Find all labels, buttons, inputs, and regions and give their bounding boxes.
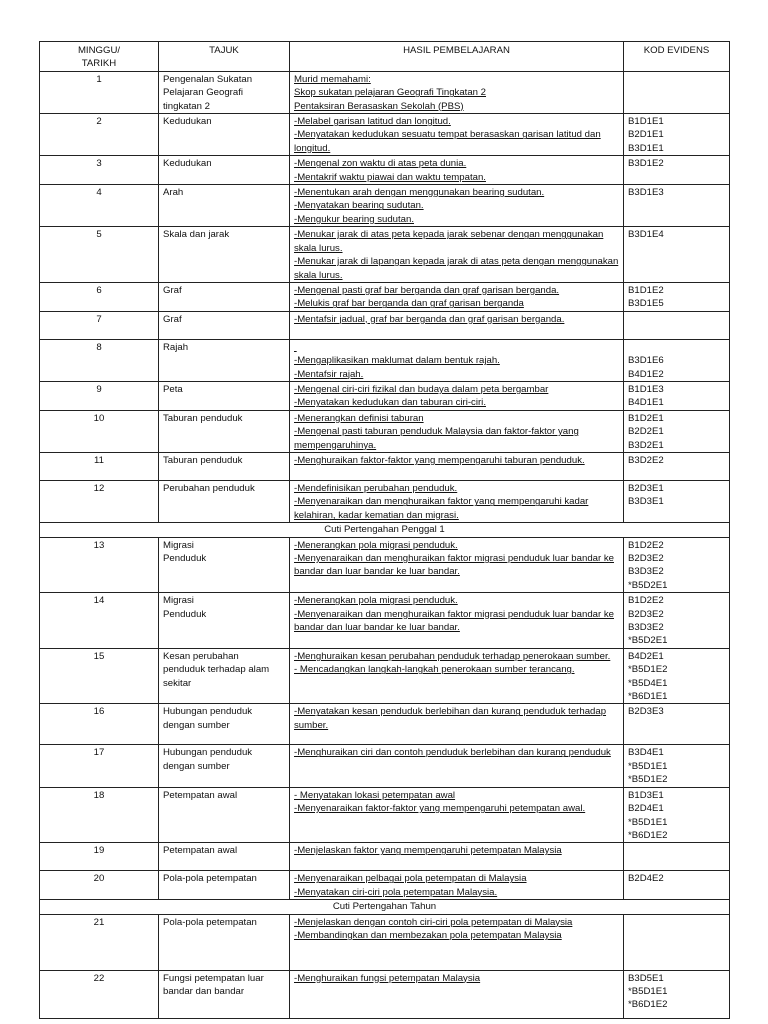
learning-outcome-line: -Menjelaskan faktor yang mempengaruhi petempatan Malaysia: [294, 845, 562, 857]
learning-outcome-cell: [290, 311, 624, 339]
evidence-code-cell: [624, 156, 730, 185]
evidence-code-line: B2D2E1: [628, 426, 664, 438]
week-number: 12: [40, 480, 159, 522]
topic-line: Perubahan penduduk: [163, 482, 255, 494]
evidence-code-cell: [624, 648, 730, 704]
learning-outcome-line: -Menyatakan bearing sudutan.: [294, 200, 424, 212]
learning-outcome-line: -Mengenal zon waktu di atas peta dunia.: [294, 158, 467, 170]
evidence-code-line: B3D2E2: [628, 454, 664, 466]
evidence-code-line: B1D1E3: [628, 383, 664, 395]
learning-outcome-line: -Menyatakan kedudukan sesuatu tempat berasaskan garisan latitud dan longitud.: [294, 129, 601, 154]
topic-cell: [159, 704, 290, 745]
learning-outcome-line: -Menukar jarak di lapangan kepada jarak di atas peta dengan menggunakan skala lurus.: [294, 256, 619, 281]
topic-cell: [159, 843, 290, 871]
table-header-row: [40, 42, 730, 72]
topic-line: Hubungan penduduk: [163, 747, 253, 759]
table-row: [40, 452, 730, 480]
topic-line: Pelajaran Geografi: [163, 87, 243, 99]
topic-line: Peta: [163, 383, 183, 395]
evidence-code-line: B1D2E1: [628, 412, 664, 424]
topic-cell: [159, 914, 290, 970]
topic-cell: [159, 648, 290, 704]
topic-line: Graf: [163, 284, 182, 296]
table-row: [40, 381, 730, 410]
learning-outcome-line: -Mengenal pasti graf bar berganda dan graf garisan berganda.: [294, 284, 560, 296]
week-number: 7: [40, 311, 159, 339]
topic-cell: [159, 537, 290, 593]
holiday-break-row: [40, 523, 730, 537]
evidence-code-line: *B6D1E1: [628, 691, 668, 703]
evidence-code-line: *B5D4E1: [628, 677, 668, 689]
week-number: 14: [40, 593, 159, 649]
evidence-code-cell: [624, 970, 730, 1018]
learning-outcome-cell: [290, 339, 624, 381]
learning-outcome-cell: [290, 537, 624, 593]
learning-outcome-cell: [290, 480, 624, 522]
learning-outcome-line: -Mentafsir jadual, graf bar berganda dan graf garisan berganda.: [294, 313, 565, 325]
learning-outcome-line: -Menyenaraikan pelbagai pola petempatan di Malaysia: [294, 873, 527, 885]
holiday-break-row: [40, 900, 730, 914]
learning-outcome-line: -Menyenaraikan dan menghuraikan faktor migrasi penduduk luar bandar ke bandar dan luar bandar ke luar bandar.: [294, 608, 614, 634]
evidence-code-cell: [624, 745, 730, 787]
learning-outcome-line: -Menyenaraikan dan menghuraikan faktor yang mempengaruhi kadar kelahiran, kadar kematian dan migrasi.: [294, 496, 589, 521]
evidence-code-line: B3D3E1: [628, 496, 664, 508]
evidence-code-cell: [624, 381, 730, 410]
topic-cell: [159, 71, 290, 113]
table-row: [40, 648, 730, 704]
week-number: 11: [40, 452, 159, 480]
evidence-code-line: B3D5E1: [628, 972, 664, 984]
topic-line: dengan sumber: [163, 760, 230, 772]
learning-outcome-line: Pentaksiran Berasaskan Sekolah (PBS): [294, 100, 464, 112]
evidence-code-cell: [624, 452, 730, 480]
learning-outcome-line: -Mendefinisikan perubahan penduduk.: [294, 482, 458, 494]
topic-line: Taburan penduduk: [163, 454, 243, 466]
evidence-code-cell: [624, 185, 730, 227]
topic-cell: [159, 227, 290, 283]
learning-outcome-cell: [290, 156, 624, 185]
learning-outcome-line: -Membandingkan dan membezakan pola petempatan Malaysia: [294, 929, 562, 941]
evidence-code-line: *B5D1E1: [628, 985, 668, 997]
topic-line: Migrasi: [163, 539, 194, 551]
topic-line: Pola-pola petempatan: [163, 916, 257, 928]
learning-outcome-line: -Menghuraikan kesan perubahan penduduk terhadap penerokaan sumber.: [294, 650, 611, 662]
learning-outcome-cell: [290, 593, 624, 649]
evidence-code-line: *B6D1E2: [628, 829, 668, 841]
header-kod: KOD EVIDENS: [624, 42, 730, 72]
table-row: [40, 410, 730, 452]
table-row: [40, 593, 730, 649]
evidence-code-line: B4D1E1: [628, 397, 664, 409]
topic-cell: [159, 410, 290, 452]
topic-cell: [159, 311, 290, 339]
evidence-code-line: B3D1E3: [628, 187, 664, 199]
evidence-code-line: B3D1E2: [628, 158, 664, 170]
learning-outcome-cell: [290, 114, 624, 156]
learning-outcome-line: -Menjelaskan dengan contoh ciri-ciri pola petempatan di Malaysia: [294, 916, 573, 928]
table-row: [40, 185, 730, 227]
table-row: [40, 843, 730, 871]
evidence-code-cell: [624, 871, 730, 900]
topic-line: Kedudukan: [163, 158, 212, 170]
evidence-code-line: B1D2E2: [628, 539, 664, 551]
learning-outcome-line: -Menghuraikan ciri dan contoh penduduk berlebihan dan kurang penduduk: [294, 747, 611, 759]
learning-outcome-line: -Menerangkan definisi taburan: [294, 412, 424, 424]
week-number: 17: [40, 745, 159, 787]
evidence-code-line: B2D3E1: [628, 482, 664, 494]
evidence-code-line: B2D3E3: [628, 706, 664, 718]
evidence-code-cell: [624, 593, 730, 649]
topic-line: Hubungan penduduk: [163, 706, 253, 718]
learning-outcome-cell: [290, 227, 624, 283]
learning-outcome-cell: [290, 787, 624, 843]
week-number: 21: [40, 914, 159, 970]
topic-line: Petempatan awal: [163, 789, 238, 801]
week-number: 3: [40, 156, 159, 185]
learning-outcome-cell: [290, 452, 624, 480]
week-number: 4: [40, 185, 159, 227]
evidence-code-line: *B5D2E1: [628, 579, 668, 591]
learning-outcome-line: -Mentafsir rajah.: [294, 368, 364, 380]
week-number: 19: [40, 843, 159, 871]
table-body: [40, 71, 730, 1018]
learning-outcome-line: -Menerangkan pola migrasi penduduk.: [294, 539, 458, 551]
learning-outcome-line: -Mengaplikasikan maklumat dalam bentuk rajah.: [294, 355, 500, 367]
evidence-code-line: B3D1E5: [628, 298, 664, 310]
learning-outcome-line: -Melabel garisan latitud dan longitud.: [294, 116, 451, 128]
week-number: 13: [40, 537, 159, 593]
week-number: 18: [40, 787, 159, 843]
week-number: 20: [40, 871, 159, 900]
evidence-code-line: B3D1E1: [628, 142, 664, 154]
header-hasil: HASIL PEMBELAJARAN: [290, 42, 624, 72]
evidence-code-cell: [624, 537, 730, 593]
topic-line: Penduduk: [163, 553, 207, 564]
week-number: 10: [40, 410, 159, 452]
evidence-code-line: *B5D1E1: [628, 816, 668, 828]
learning-outcome-line: -Menyatakan kesan penduduk berlebihan dan kurang penduduk terhadap sumber.: [294, 706, 607, 731]
evidence-code-line: B3D1E4: [628, 229, 664, 241]
topic-cell: [159, 871, 290, 900]
topic-cell: [159, 156, 290, 185]
learning-outcome-cell: [290, 914, 624, 970]
learning-outcome-line: -Menyenaraikan faktor-faktor yang mempengaruhi petempatan awal.: [294, 803, 586, 815]
table-row: [40, 311, 730, 339]
week-number: 22: [40, 970, 159, 1018]
learning-outcome-cell: [290, 381, 624, 410]
evidence-code-line: B2D4E1: [628, 803, 664, 815]
learning-outcome-cell: [290, 970, 624, 1018]
week-number: 9: [40, 381, 159, 410]
evidence-code-line: [628, 341, 725, 354]
learning-outcome-line: -Mengukur bearing sudutan.: [294, 213, 414, 225]
evidence-code-cell: [624, 410, 730, 452]
topic-line: Kesan perubahan: [163, 650, 239, 662]
week-number: 8: [40, 339, 159, 381]
evidence-code-line: B4D1E2: [628, 368, 664, 380]
table-row: [40, 480, 730, 522]
topic-line: Arah: [163, 187, 184, 199]
topic-cell: [159, 480, 290, 522]
scheme-of-work-document: [39, 41, 729, 1019]
table-row: [40, 227, 730, 283]
table-row: [40, 71, 730, 113]
topic-line: Rajah: [163, 341, 189, 353]
learning-outcome-line: -Melukis graf bar berganda dan graf garisan berganda: [294, 298, 524, 310]
evidence-code-cell: [624, 71, 730, 113]
evidence-code-line: *B5D1E2: [628, 664, 668, 676]
evidence-code-line: B1D1E1: [628, 116, 664, 128]
lesson-plan-table: [39, 41, 730, 1019]
topic-line: dengan sumber: [163, 719, 230, 731]
evidence-code-cell: [624, 914, 730, 970]
learning-outcome-line: -Menyenaraikan dan menghuraikan faktor migrasi penduduk luar bandar ke bandar dan luar bandar ke luar bandar.: [294, 553, 614, 578]
learning-outcome-line: -Menyatakan ciri-ciri pola petempatan Malaysia.: [294, 886, 498, 898]
header-tajuk: TAJUK: [159, 42, 290, 72]
evidence-code-line: B2D3E2: [628, 553, 664, 564]
learning-outcome-cell: [290, 704, 624, 745]
evidence-code-line: B3D3E2: [628, 622, 664, 634]
evidence-code-cell: [624, 704, 730, 745]
topic-line: Penduduk: [163, 608, 207, 620]
topic-cell: [159, 114, 290, 156]
table-row: [40, 537, 730, 593]
evidence-code-line: B3D2E1: [628, 439, 664, 451]
learning-outcome-line: -Mengenal pasti taburan penduduk Malaysia dan faktor-faktor yang mempengaruhinya.: [294, 426, 579, 451]
table-row: [40, 114, 730, 156]
topic-line: Petempatan awal: [163, 845, 238, 857]
topic-line: Kedudukan: [163, 116, 212, 128]
table-row: [40, 339, 730, 381]
evidence-code-cell: [624, 843, 730, 871]
learning-outcome-line: - Menyatakan lokasi petempatan awal: [294, 789, 456, 801]
evidence-code-cell: [624, 339, 730, 381]
week-number: 1: [40, 71, 159, 113]
week-number: 5: [40, 227, 159, 283]
header-minggu: [40, 42, 159, 72]
week-number: 16: [40, 704, 159, 745]
evidence-code-cell: [624, 114, 730, 156]
topic-line: Graf: [163, 313, 182, 325]
learning-outcome-line: -Menyatakan kedudukan dan taburan ciri-ciri.: [294, 397, 486, 409]
topic-cell: [159, 185, 290, 227]
table-row: [40, 871, 730, 900]
learning-outcome-cell: [290, 648, 624, 704]
learning-outcome-line: -Menerangkan pola migrasi penduduk.: [294, 595, 458, 607]
evidence-code-cell: [624, 311, 730, 339]
evidence-code-line: B3D1E6: [628, 355, 664, 367]
evidence-code-line: B2D3E2: [628, 608, 664, 620]
learning-outcome-cell: [290, 745, 624, 787]
week-number: 15: [40, 648, 159, 704]
evidence-code-line: B2D4E2: [628, 873, 664, 885]
topic-cell: [159, 339, 290, 381]
topic-line: Pola-pola petempatan: [163, 873, 257, 885]
learning-outcome-cell: [290, 410, 624, 452]
topic-cell: [159, 787, 290, 843]
week-number: 2: [40, 114, 159, 156]
evidence-code-line: B3D4E1: [628, 747, 664, 759]
week-number: 6: [40, 282, 159, 311]
topic-line: Fungsi petempatan luar: [163, 972, 264, 984]
table-row: [40, 970, 730, 1018]
evidence-code-cell: [624, 282, 730, 311]
evidence-code-line: *B5D1E1: [628, 760, 668, 772]
evidence-code-cell: [624, 480, 730, 522]
evidence-code-line: B3D3E2: [628, 566, 664, 578]
topic-line: penduduk terhadap alam: [163, 664, 270, 676]
topic-line: sekitar: [163, 677, 192, 689]
topic-line: tingkatan 2: [163, 100, 210, 112]
learning-outcome-line: -Menghuraikan fungsi petempatan Malaysia: [294, 972, 481, 984]
table-row: [40, 156, 730, 185]
learning-outcome-line: Skop sukatan pelajaran Geografi Tingkatan 2: [294, 87, 487, 99]
header-minggu-line2: TARIKH: [81, 58, 117, 70]
topic-line: Pengenalan Sukatan: [163, 73, 253, 85]
evidence-code-cell: [624, 227, 730, 283]
evidence-code-line: B4D2E1: [628, 650, 664, 662]
learning-outcome-cell: [290, 282, 624, 311]
table-row: [40, 787, 730, 843]
learning-outcome-line: -Mentakrif waktu piawai dan waktu tempatan.: [294, 171, 486, 183]
learning-outcome-line: -Menukar jarak di atas peta kepada jarak sebenar dengan menggunakan skala lurus.: [294, 229, 604, 254]
learning-outcome-cell: [290, 71, 624, 113]
evidence-code-cell: [624, 787, 730, 843]
learning-outcome-cell: [290, 185, 624, 227]
topic-line: Migrasi: [163, 595, 194, 607]
topic-line: Skala dan jarak: [163, 229, 230, 241]
holiday-break-label: Cuti Pertengahan Tahun: [40, 900, 730, 914]
evidence-code-line: B1D2E2: [628, 595, 664, 607]
table-row: [40, 282, 730, 311]
evidence-code-line: B1D1E2: [628, 284, 664, 296]
topic-line: Taburan penduduk: [163, 412, 243, 424]
header-minggu-line1: MINGGU/: [77, 45, 121, 56]
table-row: [40, 704, 730, 745]
table-row: [40, 914, 730, 970]
evidence-code-line: B2D1E1: [628, 129, 664, 141]
evidence-code-line: *B5D1E2: [628, 774, 668, 786]
learning-outcome-line: Murid memahami:: [294, 73, 371, 85]
learning-outcome-cell: [290, 843, 624, 871]
topic-cell: [159, 282, 290, 311]
topic-cell: [159, 452, 290, 480]
topic-cell: [159, 593, 290, 649]
table-row: [40, 745, 730, 787]
learning-outcome-cell: [290, 871, 624, 900]
evidence-code-line: B1D3E1: [628, 789, 664, 801]
learning-outcome-line: [294, 341, 619, 354]
topic-cell: [159, 745, 290, 787]
evidence-code-line: *B5D2E1: [628, 635, 668, 647]
topic-cell: [159, 970, 290, 1018]
learning-outcome-line: -Menentukan arah dengan menggunakan bearing sudutan.: [294, 187, 545, 199]
topic-line: bandar dan bandar: [163, 985, 245, 997]
evidence-code-line: *B6D1E2: [628, 999, 668, 1011]
learning-outcome-line: - Mencadangkan langkah-langkah penerokaan sumber terancang.: [294, 664, 575, 676]
holiday-break-label: Cuti Pertengahan Penggal 1: [40, 523, 730, 537]
learning-outcome-line: -Menghuraikan faktor-faktor yang mempengaruhi taburan penduduk.: [294, 454, 585, 466]
topic-cell: [159, 381, 290, 410]
learning-outcome-line: -Mengenal ciri-ciri fizikal dan budaya dalam peta bergambar: [294, 383, 549, 395]
